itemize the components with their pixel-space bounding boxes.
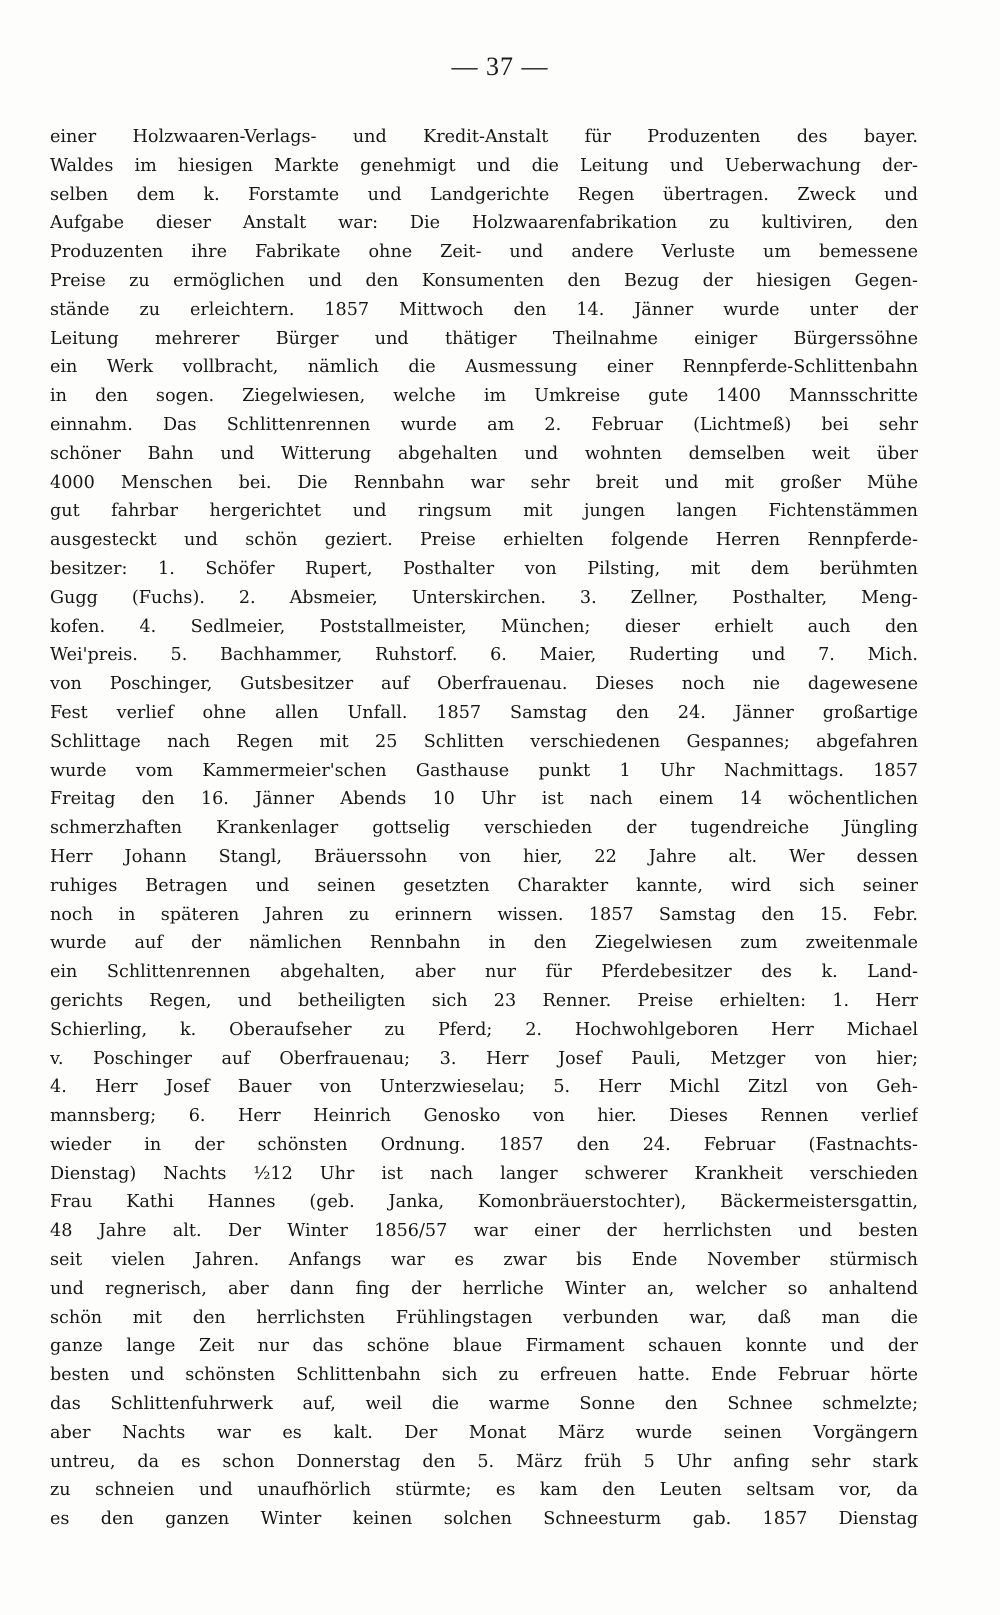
text-line: ganze lange Zeit nur das schöne blaue Firmament schauen konnte und der xyxy=(50,1336,918,1357)
text-line: Produzenten ihre Fabrikate ohne Zeit- und andere Verluste um bemessene xyxy=(50,242,918,263)
text-line: von Poschinger, Gutsbesitzer auf Oberfrauenau. Dieses noch nie dagewesene xyxy=(50,674,918,695)
text-line: zu schneien und unaufhörlich stürmte; es kam den Leuten seltsam vor, da xyxy=(50,1480,918,1501)
text-line: selben dem k. Forstamte und Landgerichte Regen übertragen. Zweck und xyxy=(50,184,918,205)
text-line: besten und schönsten Schlittenbahn sich zu erfreuen hatte. Ende Februar hörte xyxy=(50,1365,918,1386)
text-line: noch in späteren Jahren zu erinnern wissen. 1857 Samstag den 15. Febr. xyxy=(50,904,918,925)
text-line: seit vielen Jahren. Anfangs war es zwar bis Ende November stürmisch xyxy=(50,1250,918,1271)
text-line: gut fahrbar hergerichtet und ringsum mit jungen langen Fichtenstämmen xyxy=(50,501,918,522)
text-line: und regnerisch, aber dann fing der herrliche Winter an, welcher so anhaltend xyxy=(50,1278,918,1299)
text-line: ausgesteckt und schön geziert. Preise erhielten folgende Herren Rennpferde- xyxy=(50,530,918,551)
text-line: einnahm. Das Schlittenrennen wurde am 2. Februar (Lichtmeß) bei sehr xyxy=(50,414,918,435)
text-line: Wei'preis. 5. Bachhammer, Ruhstorf. 6. Maier, Ruderting und 7. Mich. xyxy=(50,645,918,666)
body-text xyxy=(50,123,918,1534)
text-line: stände zu erleichtern. 1857 Mittwoch den 14. Jänner wurde unter der xyxy=(50,299,918,320)
text-line: einer Holzwaaren-Verlags- und Kredit-Anstalt für Produzenten des bayer. xyxy=(50,127,918,147)
text-line: in den sogen. Ziegelwiesen, welche im Umkreise gute 1400 Mannsschritte xyxy=(50,386,918,407)
text-line: 4. Herr Josef Bauer von Unterzwieselau; 5. Herr Michl Zitzl von Geh- xyxy=(50,1077,918,1098)
text-line: kofen. 4. Sedlmeier, Poststallmeister, München; dieser erhielt auch den xyxy=(50,616,918,637)
text-line: schmerzhaften Krankenlager gottselig verschieden der tugendreiche Jüngling xyxy=(50,818,918,839)
text-line: 48 Jahre alt. Der Winter 1856/57 war einer der herrlichsten und besten xyxy=(50,1221,918,1242)
text-line: 4000 Menschen bei. Die Rennbahn war sehr breit und mit großer Mühe xyxy=(50,472,918,493)
text-line: es den ganzen Winter keinen solchen Schneesturm gab. 1857 Dienstag xyxy=(50,1509,918,1530)
text-line: wieder in der schönsten Ordnung. 1857 den 24. Februar (Fastnachts- xyxy=(50,1134,918,1155)
text-line: Waldes im hiesigen Markte genehmigt und die Leitung und Ueberwachung der- xyxy=(50,155,918,176)
text-line: Fest verlief ohne allen Unfall. 1857 Samstag den 24. Jänner großartige xyxy=(50,702,918,723)
text-line: mannsberg; 6. Herr Heinrich Genosko von hier. Dieses Rennen verlief xyxy=(50,1106,918,1127)
text-line: das Schlittenfuhrwerk auf, weil die warme Sonne den Schnee schmelzte; xyxy=(50,1394,918,1415)
text-line: besitzer: 1. Schöfer Rupert, Posthalter von Pilsting, mit dem berühmten xyxy=(50,558,918,579)
text-line: ruhiges Betragen und seinen gesetzten Charakter kannte, wird sich seiner xyxy=(50,875,918,896)
text-line: Schlittage nach Regen mit 25 Schlitten verschiedenen Gespannes; abgefahren xyxy=(50,731,918,752)
text-line: aber Nachts war es kalt. Der Monat März wurde seinen Vorgängern xyxy=(50,1422,918,1443)
text-line: Preise zu ermöglichen und den Konsumenten den Bezug der hiesigen Gegen- xyxy=(50,270,918,291)
page-number: — 37 — xyxy=(451,52,549,81)
text-line: ein Werk vollbracht, nämlich die Ausmessung einer Rennpferde-Schlittenbahn xyxy=(50,357,918,378)
text-line: Gugg (Fuchs). 2. Absmeier, Unterskirchen. 3. Zellner, Posthalter, Meng- xyxy=(50,587,918,608)
text-line: Frau Kathi Hannes (geb. Janka, Komonbräuerstochter), Bäckermeistersgattin, xyxy=(50,1192,918,1213)
text-line: Herr Johann Stangl, Bräuerssohn von hier, 22 Jahre alt. Wer dessen xyxy=(50,846,918,867)
text-line: Freitag den 16. Jänner Abends 10 Uhr ist nach einem 14 wöchentlichen xyxy=(50,789,918,810)
text-line: schöner Bahn und Witterung abgehalten und wohnten demselben weit über xyxy=(50,443,918,464)
text-line: wurde auf der nämlichen Rennbahn in den Ziegelwiesen zum zweitenmale xyxy=(50,933,918,954)
text-line: Aufgabe dieser Anstalt war: Die Holzwaarenfabrikation zu kultiviren, den xyxy=(50,213,918,234)
text-line: untreu, da es schon Donnerstag den 5. März früh 5 Uhr anfing sehr stark xyxy=(50,1451,918,1472)
text-line: wurde vom Kammermeier'schen Gasthause punkt 1 Uhr Nachmittags. 1857 xyxy=(50,760,918,781)
text-line: ein Schlittenrennen abgehalten, aber nur für Pferdebesitzer des k. Land- xyxy=(50,962,918,983)
text-line: schön mit den herrlichsten Frühlingstagen verbunden war, daß man die xyxy=(50,1307,918,1328)
text-line: v. Poschinger auf Oberfrauenau; 3. Herr Josef Pauli, Metzger von hier; xyxy=(50,1048,918,1069)
text-line: Leitung mehrerer Bürger und thätiger Theilnahme einiger Bürgerssöhne xyxy=(50,328,918,349)
text-line: gerichts Regen, und betheiligten sich 23 Renner. Preise erhielten: 1. Herr xyxy=(50,990,918,1011)
text-line: Dienstag) Nachts ½12 Uhr ist nach langer schwerer Krankheit verschieden xyxy=(50,1163,918,1184)
text-line: Schierling, k. Oberaufseher zu Pferd; 2. Hochwohlgeboren Herr Michael xyxy=(50,1019,918,1040)
